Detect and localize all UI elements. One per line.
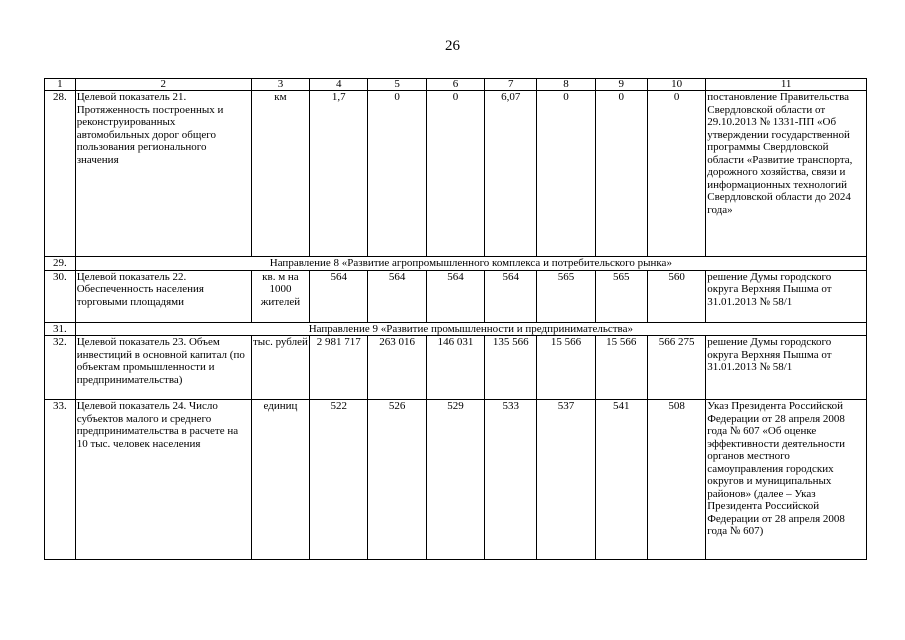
indicator-name: Целевой показатель 22. Обеспеченность населения торговыми площадями [75,270,251,322]
direction-heading: Направление 9 «Развитие промышленности и предпринимательства» [75,322,866,336]
source-cell: постановление Правительства Свердловской области от 29.10.2013 № 1331-ПП «Об утверждении государственной программы Свердловской области «Развитие транспорта, дорожного хозяйства, связи и информационных технологий Свердловской области до 2024 года» [706,91,867,257]
source-cell: Указ Президента Российской Федерации от 28 апреля 2008 года № 607 «Об оценке эффективности деятельности органов местного самоуправления городских округов и муниципальных районов» (далее – Указ Президента Российской Федерации от 28 апреля 2008 года № 607) [706,400,867,560]
value-cell: 146 031 [426,336,484,400]
unit-cell: кв. м на 1000 жителей [251,270,309,322]
value-cell: 15 566 [537,336,595,400]
value-cell: 508 [647,400,705,560]
unit-cell: км [251,91,309,257]
header-cell: 5 [368,79,426,91]
value-cell: 0 [426,91,484,257]
indicator-name: Целевой показатель 23. Объем инвестиций в основной капитал (по объектам промышленности и предпринимательства) [75,336,251,400]
unit-cell: единиц [251,400,309,560]
indicator-name: Целевой показатель 24. Число субъектов малого и среднего предпринимательства в расчете на 10 тыс. человек населения [75,400,251,560]
header-cell: 10 [647,79,705,91]
row-number: 33. [45,400,76,560]
value-cell: 1,7 [310,91,368,257]
page-number: 26 [445,38,460,54]
value-cell: 564 [368,270,426,322]
value-cell: 135 566 [485,336,537,400]
table-row [45,322,867,336]
header-cell: 9 [595,79,647,91]
value-cell: 564 [485,270,537,322]
header-cell: 7 [485,79,537,91]
value-cell: 565 [595,270,647,322]
value-cell: 6,07 [485,91,537,257]
value-cell: 522 [310,400,368,560]
table-row [45,257,867,271]
row-number: 29. [45,257,76,271]
row-number: 32. [45,336,76,400]
header-cell: 6 [426,79,484,91]
value-cell: 566 275 [647,336,705,400]
value-cell: 2 981 717 [310,336,368,400]
row-number: 28. [45,91,76,257]
value-cell: 0 [368,91,426,257]
indicators-table [44,78,867,560]
value-cell: 526 [368,400,426,560]
value-cell: 564 [310,270,368,322]
header-cell: 3 [251,79,309,91]
header-cell: 1 [45,79,76,91]
value-cell: 0 [537,91,595,257]
value-cell: 263 016 [368,336,426,400]
table-row [45,336,867,400]
table-row [45,270,867,322]
value-cell: 564 [426,270,484,322]
table-header-row [45,79,867,91]
table-row [45,91,867,257]
row-number: 30. [45,270,76,322]
source-cell: решение Думы городского округа Верхняя Пышма от 31.01.2013 № 58/1 [706,336,867,400]
header-cell: 4 [310,79,368,91]
header-cell: 2 [75,79,251,91]
value-cell: 537 [537,400,595,560]
unit-cell: тыс. рублей [251,336,309,400]
value-cell: 565 [537,270,595,322]
row-number: 31. [45,322,76,336]
value-cell: 529 [426,400,484,560]
direction-heading: Направление 8 «Развитие агропромышленного комплекса и потребительского рынка» [75,257,866,271]
value-cell: 0 [595,91,647,257]
value-cell: 533 [485,400,537,560]
source-cell: решение Думы городского округа Верхняя Пышма от 31.01.2013 № 58/1 [706,270,867,322]
value-cell: 15 566 [595,336,647,400]
header-cell: 11 [706,79,867,91]
value-cell: 0 [647,91,705,257]
table-row [45,400,867,560]
value-cell: 541 [595,400,647,560]
header-cell: 8 [537,79,595,91]
indicator-name: Целевой показатель 21. Протяженность построенных и реконструированных автомобильных дорог общего пользования регионального значения [75,91,251,257]
value-cell: 560 [647,270,705,322]
